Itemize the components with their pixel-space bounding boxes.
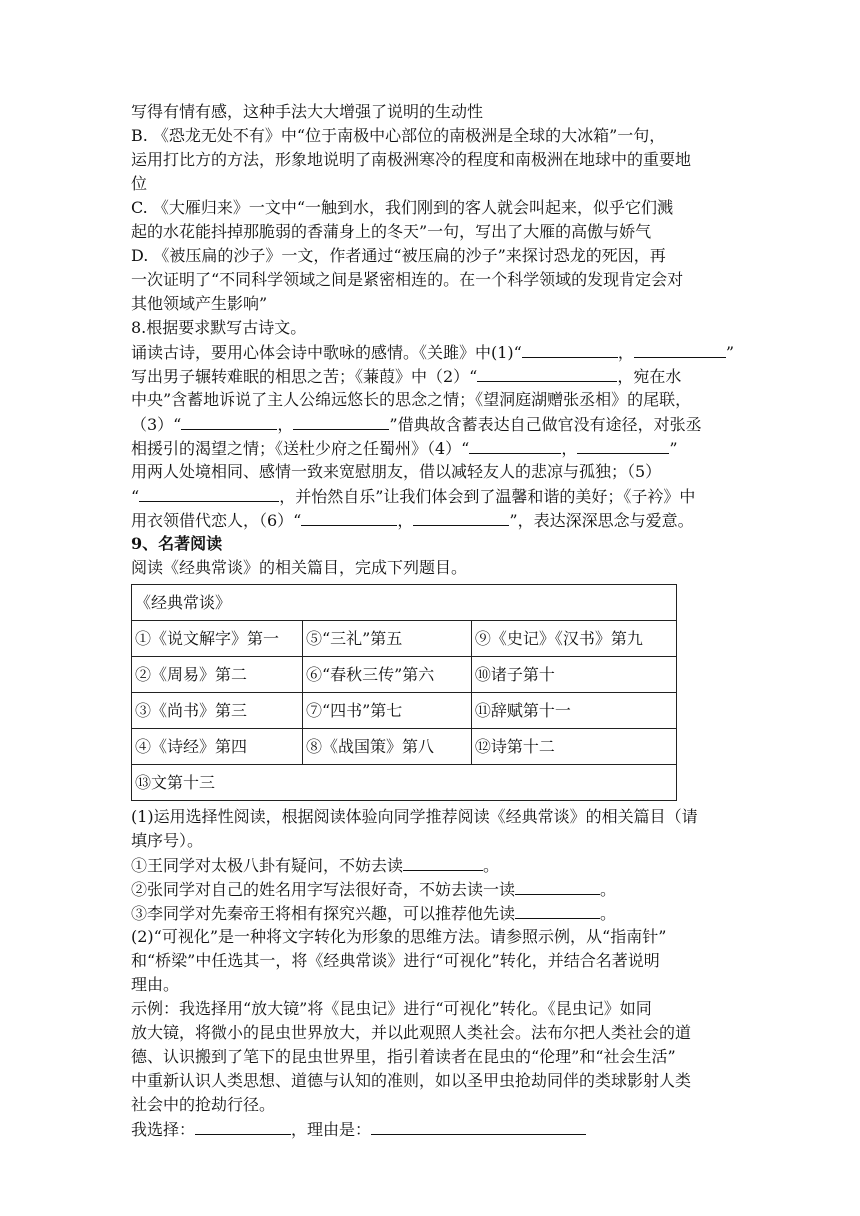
- q9-intro: 阅读《经典常谈》的相关篇目，完成下列题目。: [131, 558, 468, 577]
- text-line: 写得有情有感，这种手法大大增强了说明的生动性: [131, 102, 484, 121]
- table-cell: ③《尚书》第三: [132, 693, 303, 729]
- table-cell: ⑤“三礼”第五: [302, 621, 471, 657]
- q9-part2-line: 理由。: [131, 975, 180, 994]
- q9-sub-2: ②张同学对自己的姓名用字写法很好奇，不妨去读一读 。: [131, 877, 731, 901]
- table-cell: ④《诗经》第四: [132, 729, 303, 765]
- q8-line-5: 相援引的渴望之情；《送杜少府之任蜀州》（4）“ ， ”: [131, 436, 731, 460]
- example-line: 示例：我选择用“放大镜”将《昆虫记》进行“可视化”转化。《昆虫记》如同: [131, 999, 652, 1018]
- q9-part1-line: 填序号）。: [131, 831, 204, 850]
- q8-line-3: 中央”含蓄地诉说了主人公绵远悠长的思念之情；《望洞庭湖赠张丞相》的尾联，: [131, 390, 692, 409]
- answer-blank-2[interactable]: [477, 364, 617, 382]
- table-cell: ②《周易》第二: [132, 657, 303, 693]
- answer-blank-4b[interactable]: [577, 436, 669, 454]
- table-cell: ⑨《史记》《汉书》第九: [471, 621, 676, 657]
- q8-line-4: （3）“ ， ”借典故含蓄表达自己做官没有途径，对张丞: [131, 412, 731, 436]
- text-line: 其他领域产生影响”: [131, 294, 268, 313]
- table-row: [132, 729, 677, 765]
- question-8-title: 8.根据要求默写古诗文。: [131, 318, 307, 337]
- text-line: 位: [131, 174, 148, 193]
- answer-blank-6a[interactable]: [301, 508, 397, 526]
- answer-blank-1a[interactable]: [522, 340, 618, 358]
- table-cell: ⑧《战国策》第八: [302, 729, 471, 765]
- option-c-line: C. 《大雁归来》一文中“一触到水，我们刚到的客人就会叫起来，似乎它们溅: [131, 198, 674, 217]
- answer-blank-5[interactable]: [139, 484, 279, 502]
- table-row: [132, 585, 677, 621]
- answer-blank-4a[interactable]: [469, 436, 561, 454]
- q8-line-1: 诵读古诗，要用心体会诗中歌咏的感情。《关雎》中(1)“ ， ”: [131, 340, 731, 364]
- text-line: 一次证明了“不同科学领域之间是紧密相连的。在一个科学领域的发现肯定会对: [131, 270, 684, 289]
- table-row: [132, 693, 677, 729]
- table-cell: ①《说文解字》第一: [132, 621, 303, 657]
- table-row: [132, 765, 677, 801]
- answer-blank-s1[interactable]: [403, 853, 483, 871]
- q8-line-8: 用衣领借代恋人，（6）“ ， ”，表达深深思念与爱意。: [131, 508, 731, 532]
- text-line: 运用打比方的方法，形象地说明了南极洲寒冷的程度和南极洲在地球中的重要地: [131, 150, 692, 169]
- answer-blank-6b[interactable]: [413, 508, 509, 526]
- example-line: 德、认识搬到了笔下的昆虫世界里，指引着读者在昆虫的“伦理”和“社会生活”: [131, 1047, 676, 1066]
- text-line: 起的水花能抖掉那脆弱的香蒲身上的冬天”一句，写出了大雁的高傲与娇气: [131, 222, 652, 241]
- q9-part2-line: (2)“可视化”是一种将文字转化为形象的思维方法。请参照示例，从“指南针”: [131, 927, 667, 946]
- choice-blank[interactable]: [195, 1117, 291, 1135]
- reason-blank[interactable]: [371, 1117, 586, 1135]
- example-line: 放大镜，将微小的昆虫世界放大，并以此观照人类社会。法布尔把人类社会的道: [131, 1023, 692, 1042]
- option-b-line: B. 《恐龙无处不有》中“位于南极中心部位的南极洲是全球的大冰箱”一句，: [131, 126, 666, 145]
- table-cell: ⑫诗第十二: [471, 729, 676, 765]
- table-cell: ⑪辞赋第十一: [471, 693, 676, 729]
- table-cell: ⑬文第十三: [132, 765, 677, 801]
- answer-blank-3b[interactable]: [293, 412, 389, 430]
- table-cell: ⑩诸子第十: [471, 657, 676, 693]
- table-cell: ⑥“春秋三传”第六: [302, 657, 471, 693]
- example-line: 中重新认识人类思想、道德与认知的准则，如以圣甲虫抢劫同伴的类球影射人类: [131, 1071, 692, 1090]
- answer-blank-s3[interactable]: [515, 901, 600, 919]
- answer-blank-1b[interactable]: [634, 340, 726, 358]
- table-row: [132, 621, 677, 657]
- q9-sub-1: ①王同学对太极八卦有疑问，不妨去读 。: [131, 853, 731, 877]
- classics-table: [131, 584, 677, 801]
- q8-line-7: “ ，并怡然自乐”让我们体会到了温馨和谐的美好；《子衿》中: [131, 484, 731, 508]
- q9-part1-line: (1)运用选择性阅读，根据阅读体验向同学推荐阅读《经典常谈》的相关篇目（请: [131, 807, 698, 826]
- option-d-line: D. 《被压扁的沙子》一文，作者通过“被压扁的沙子”来探讨恐龙的死因，再: [131, 246, 666, 265]
- example-line: 社会中的抢劫行径。: [131, 1095, 276, 1114]
- q8-line-2: 写出男子辗转难眠的相思之苦；《蒹葭》中（2）“ ，宛在水: [131, 364, 731, 388]
- q9-part2-line: 和“桥梁”中任选其一，将《经典常谈》进行“可视化”转化，并结合名著说明: [131, 951, 660, 970]
- table-header-cell: 《经典常谈》: [132, 585, 677, 621]
- q9-sub-3: ③李同学对先秦帝王将相有探究兴趣，可以推荐他先读 。: [131, 901, 731, 925]
- answer-blank-3a[interactable]: [181, 412, 277, 430]
- document-content: [131, 100, 735, 1141]
- final-answer-line: 我选择： ，理由是：: [131, 1117, 731, 1141]
- q8-line-6: 用两人处境相同、感情一致来宽慰朋友，借以减轻友人的悲凉与孤独；（5）: [131, 462, 662, 481]
- table-cell: ⑦“四书”第七: [302, 693, 471, 729]
- answer-blank-s2[interactable]: [515, 877, 600, 895]
- table-row: [132, 657, 677, 693]
- question-9-title: 9、名著阅读: [131, 534, 223, 553]
